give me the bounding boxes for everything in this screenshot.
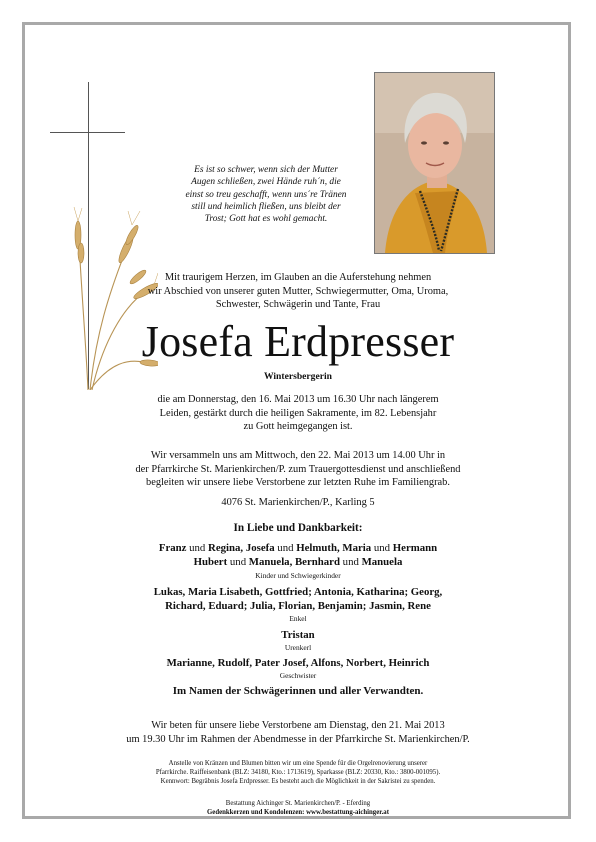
poem-line: Es ist so schwer, wenn sich der Mutter [194,165,338,175]
siblings: Marianne, Rudolf, Pater Josef, Alfons, Norbert, Heinrich [166,657,430,669]
maiden-name: Wintersbergerin [263,371,333,382]
portrait-photo [374,72,495,254]
great-grandchildren: Tristan [281,629,315,641]
grandchildren-line: Lukas, Maria Lisabeth, Gottfried; Antonia, Katharina; Georg, [153,586,443,598]
intro-line: Schwester, Schwägerin und Tante, Frau [215,299,381,311]
family-name: Hermann [392,542,438,554]
donation-line: Kennwort: Begräbnis Josefa Erdpresser. Es besteht auch die Möglichkeit in der Sakristei zu spenden. [160,778,436,786]
condolence-link[interactable]: Gedenkkerzen und Kondolenzen: www.bestattung-aichinger.at [207,809,389,816]
death-line: Leiden, gestärkt durch die heiligen Sakramente, im 82. Lebensjahr [159,407,437,419]
relation-label: Kinder und Schwiegerkinder [255,571,341,580]
conjunction: und [186,542,209,554]
intro-line: wir Abschied von unserer guten Mutter, Schwiegermutter, Oma, Uroma, [147,285,449,297]
conjunction: und [274,542,297,554]
love-heading: In Liebe und Dankbarkeit: [233,522,363,534]
mass-notice [0,719,596,746]
poem [168,164,364,225]
funeral-line: Wir versammeln uns am Mittwoch, den 22. Mai 2013 um 14.00 Uhr in [150,450,446,461]
mass-line: Wir beten für unsere liebe Verstorbene am Dienstag, den 21. Mai 2013 [151,720,445,731]
conjunction: und [227,556,249,568]
death-notice [0,393,596,434]
respects-line: Im Namen der Schwägerinnen und aller Verwandten. [172,685,424,697]
mass-line: um 19.30 Uhr im Rahmen der Abendmesse in der Pfarrkirche St. Marienkirchen/P. [126,733,470,745]
funeral-notice [0,449,596,490]
family-name: Manuela [361,556,403,568]
deceased-name: Josefa Erdpresser [141,317,455,366]
undertaker-info [0,799,596,817]
donation-notice [0,759,596,787]
donation-line: Pfarrkirche. Raiffeisenbank (BLZ: 34180, Kto.: 1713619), Sparkasse (BLZ: 20330, Kto.: 3800-001095). [155,769,441,777]
intro-text [0,271,596,312]
relation-label: Geschwister [279,671,317,680]
children-line-1 [0,541,596,555]
undertaker-name: Bestattung Aichinger St. Marienkirchen/P. - Eferding [225,800,371,807]
family-name: Hubert [193,556,228,568]
death-line: die am Donnerstag, den 16. Mai 2013 um 16.30 Uhr nach längerem [157,394,439,405]
conjunction: und [371,542,393,554]
family-name: Franz [158,542,187,554]
family-name: Helmuth, Maria [296,542,372,554]
address: 4076 St. Marienkirchen/P., Karling 5 [221,497,375,508]
family-name: Manuela, Bernhard [248,556,340,568]
poem-line: einst so treu geschafft, wenn uns´re Tränen [185,189,347,200]
conjunction: und [339,556,362,568]
relation-label: Enkel [289,614,307,623]
children-line-2 [0,555,596,569]
funeral-line: der Pfarrkirche St. Marienkirchen/P. zum Trauergottesdienst und anschließend [135,463,461,475]
poem-line: still und heimlich fließen, uns bleibt der [191,201,341,212]
funeral-line: begleiten wir unsere liebe Verstorbene zur letzten Ruhe im Familiengrab. [146,477,450,489]
relation-label: Urenkerl [284,643,312,652]
grandchildren-line: Richard, Eduard; Julia, Florian, Benjamin; Jasmin, Rene [165,600,431,612]
death-line: zu Gott heimgegangen ist. [243,421,353,433]
cross-bar [50,132,125,133]
poem-line: Trost; Gott hat es wohl gemacht. [204,214,328,225]
intro-line: Mit traurigem Herzen, im Glauben an die Auferstehung nehmen [164,272,432,283]
family-name: Regina, Josefa [208,542,275,554]
poem-line: Augen schließen, zwei Hände ruh´n, die [191,177,341,188]
donation-line: Anstelle von Kränzen und Blumen bitten wir um eine Spende für die Orgelrenovierung unserer [168,760,428,767]
